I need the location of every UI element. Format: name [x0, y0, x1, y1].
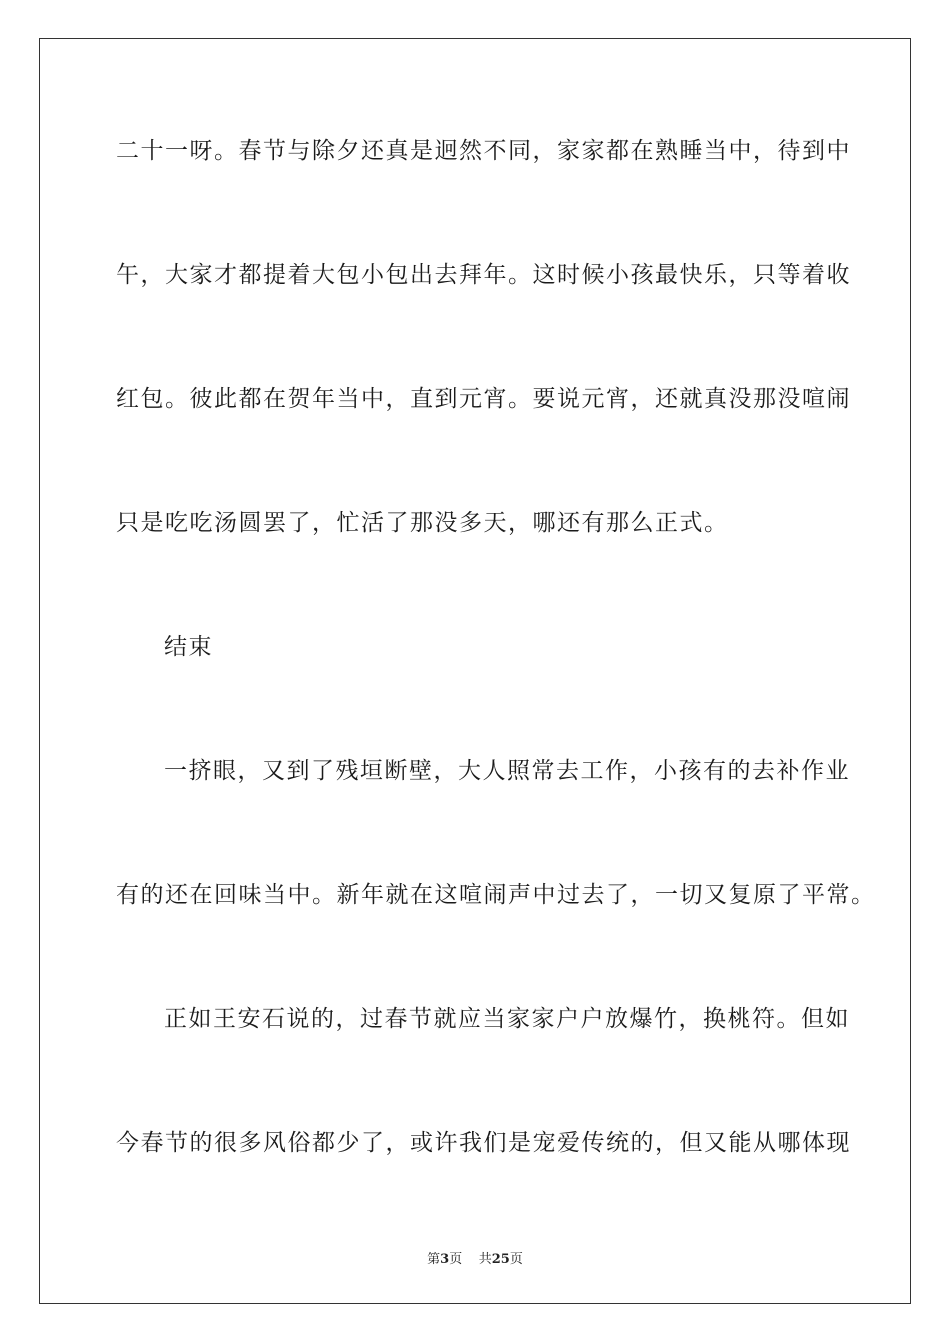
text-line-7: 有的还在回味当中。新年就在这喧闹声中过去了，一切又复原了平常。 [116, 882, 876, 908]
page-footer [0, 1248, 950, 1267]
footer-total-prefix: 共 [478, 1252, 492, 1267]
text-line-6: 一挤眼，又到了残垣断壁，大人照常去工作，小孩有的去补作业 [164, 758, 850, 784]
footer-total-suffix: 页 [509, 1252, 523, 1267]
text-line-2: 午，大家才都提着大包小包出去拜年。这时候小孩最快乐，只等着收 [116, 262, 851, 288]
text-line-3: 红包。彼此都在贺年当中，直到元宵。要说元宵，还就真没那没喧闹 [116, 386, 851, 412]
section-heading: 结束 [164, 634, 213, 660]
text-line-8: 正如王安石说的，过春节就应当家家户户放爆竹，换桃符。但如 [164, 1006, 850, 1032]
footer-page-suffix: 页 [449, 1252, 463, 1267]
page-border [39, 38, 911, 1304]
text-line-9: 今春节的很多风俗都少了，或许我们是宠爱传统的，但又能从哪体现 [116, 1130, 851, 1156]
text-line-1: 二十一呀。春节与除夕还真是迥然不同，家家都在熟睡当中，待到中 [116, 138, 851, 164]
footer-page-prefix: 第 [427, 1252, 441, 1267]
footer-page-number: 3 [440, 1252, 450, 1267]
text-line-4: 只是吃吃汤圆罢了，忙活了那没多天，哪还有那么正式。 [116, 510, 729, 536]
footer-total-pages: 25 [491, 1252, 510, 1267]
